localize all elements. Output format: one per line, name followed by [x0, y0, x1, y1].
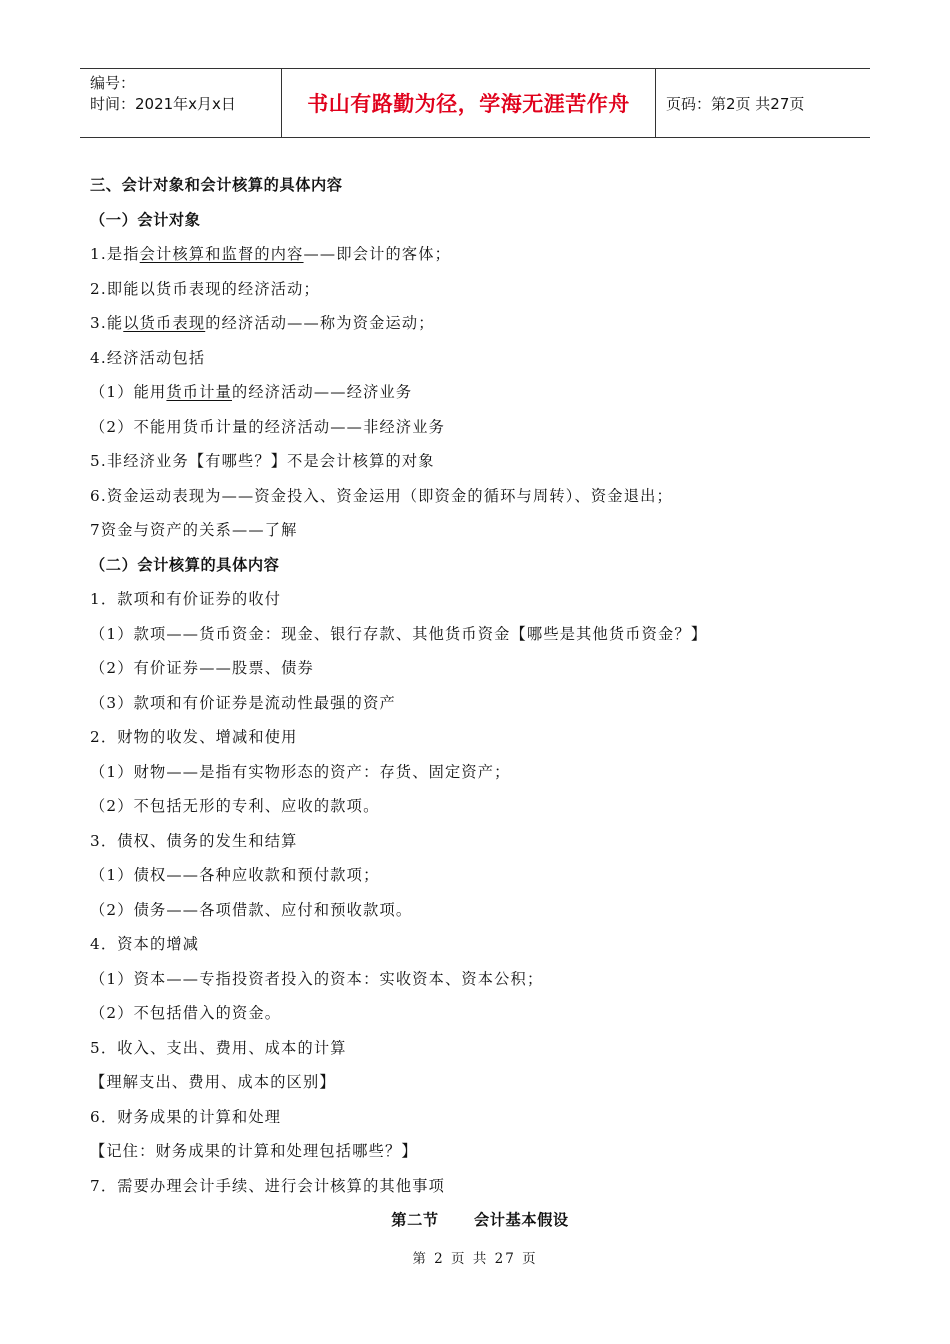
header-meta	[80, 69, 282, 137]
paragraph-8: 6.资金运动表现为——资金投入、资金运用（即资金的循环与周转）、资金退出；	[90, 486, 673, 505]
list-item: 3．债权、债务的发生和结算	[90, 831, 298, 850]
list-item: （1）财物——是指有实物形态的资产：存货、固定资产；	[90, 762, 511, 781]
paragraph-5: （1）能用货币计量的经济活动——经济业务	[90, 383, 413, 401]
paragraph-3: 3.能以货币表现的经济活动——称为资金运动；	[90, 314, 435, 332]
section-title: 第二节 会计基本假设	[391, 1211, 569, 1229]
list-item: （1）债权——各种应收款和预付款项；	[90, 866, 380, 884]
list-item: 【理解支出、费用、成本的区别】	[90, 1073, 336, 1091]
underlined-text: 货币计量	[166, 383, 232, 401]
paragraph-6: （2）不能用货币计量的经济活动——非经济业务	[90, 417, 446, 436]
page-header	[80, 68, 870, 138]
subheading-accounting-content: （二）会计核算的具体内容	[90, 555, 280, 574]
paragraph-4: 4.经济活动包括	[90, 348, 206, 367]
list-item: （3）款项和有价证券是流动性最强的资产	[90, 693, 396, 712]
section-heading: 三、会计对象和会计核算的具体内容	[90, 176, 343, 194]
list-item: 5．收入、支出、费用、成本的计算	[90, 1038, 347, 1057]
paragraph-7: 5.非经济业务【有哪些？】不是会计核算的对象	[90, 452, 435, 470]
list-item: （1）资本——专指投资者投入的资本：实收资本、资本公积；	[90, 969, 544, 988]
number-label: 编号：	[90, 74, 136, 92]
header-page-info	[656, 69, 870, 137]
paragraph-9: 7资金与资产的关系——了解	[90, 521, 298, 539]
list-item: （2）不包括借入的资金。	[90, 1004, 282, 1022]
list-item: （1）款项——货币资金：现金、银行存款、其他货币资金【哪些是其他货币资金？】	[90, 624, 708, 643]
list-item: 2．财物的收发、增减和使用	[90, 728, 298, 746]
list-item: （2）不包括无形的专利、应收的款项。	[90, 797, 380, 815]
header-motto-cell	[282, 69, 656, 137]
page-footer: 第 2 页 共 27 页	[412, 1251, 538, 1267]
document-body	[90, 168, 870, 1238]
list-item: 【记住：财务成果的计算和处理包括哪些？】	[90, 1142, 418, 1160]
list-item: 6．财务成果的计算和处理	[90, 1107, 282, 1126]
time-label: 时间：2021年x月x日	[90, 95, 236, 113]
paragraph-1: 1.是指会计核算和监督的内容——即会计的客体；	[90, 245, 452, 263]
list-item: 1．款项和有价证券的收付	[90, 590, 282, 608]
page-info: 页码：第2页 共27页	[666, 94, 805, 113]
list-item: （2）债务——各项借款、应付和预收款项。	[90, 900, 413, 919]
motto: 书山有路勤为径，学海无涯苦作舟	[307, 92, 630, 116]
paragraph-2: 2.即能以货币表现的经济活动；	[90, 279, 320, 298]
list-item: 4．资本的增减	[90, 935, 200, 953]
underlined-text: 以货币表现	[123, 314, 206, 332]
list-item: 7．需要办理会计手续、进行会计核算的其他事项	[90, 1176, 446, 1195]
subheading-accounting-object: （一）会计对象	[90, 210, 201, 229]
list-item: （2）有价证券——股票、债券	[90, 659, 314, 677]
underlined-text: 会计核算和监督的内容	[139, 245, 304, 263]
